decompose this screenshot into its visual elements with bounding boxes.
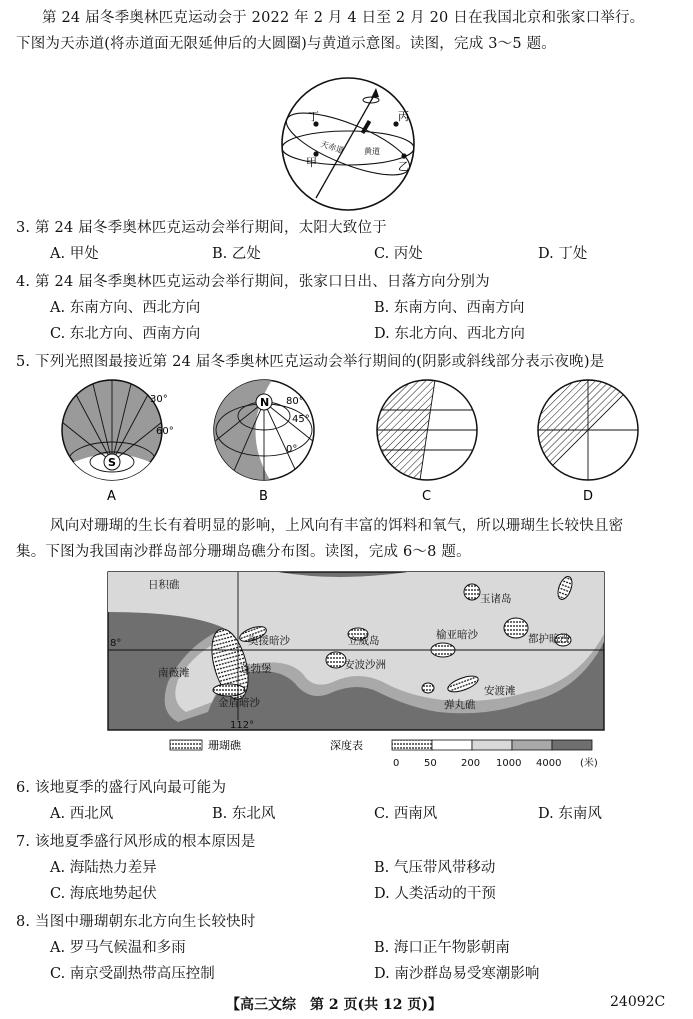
q6-option-b[interactable]: B. 东北风 [212,806,276,822]
intro2-line2: 集。下图为我国南沙群岛部分珊瑚岛礁分布图。读图，完成 6～8 题。 [16,544,471,560]
label-yi: 乙 [398,160,409,173]
paper-code: 24092C [610,994,666,1010]
place-pengbopu: 蓬勃堡 [240,663,272,675]
label-bing: 丙 [398,110,409,123]
legend-reef-swatch [170,740,202,750]
page-footer: 【高三文综 第 2 页(共 12 页)】 [226,997,442,1013]
celestial-sphere-outline [282,78,414,210]
depth-scale [392,740,592,750]
q3-option-d[interactable]: D. 丁处 [538,246,588,262]
depth-tick-200: 200 [461,758,481,769]
q6-option-d[interactable]: D. 东南风 [538,806,602,822]
place-yuya: 榆亚暗沙 [436,629,478,641]
place-rijijiao: 日积礁 [148,579,180,591]
q3-option-c[interactable]: C. 丙处 [374,246,423,262]
q8-stem: 8. 当图中珊瑚朝东北方向生长较快时 [16,914,256,930]
figure-b[interactable] [214,380,314,504]
intro2-line1: 风向对珊瑚的生长有着明显的影响，上风向有丰富的饵料和氧气，所以珊瑚生长较快且密 [50,518,624,534]
q5-illumination-figures [0,382,693,512]
place-danwan: 弹丸礁 [444,699,476,711]
q6-option-c[interactable]: C. 西南风 [374,806,438,822]
q4-option-b[interactable]: B. 东南方向、西南方向 [374,300,525,316]
place-jindun: 金盾暗沙 [218,697,260,709]
axis-arrow [371,88,379,98]
fig-c-label: C [422,489,432,504]
depth-tick-0: 0 [393,758,400,769]
legend-depth-label: 深度表 [330,739,363,752]
label-celestial-equator: 天赤道 [319,139,345,156]
q5-stem: 5. 下列光照图最接近第 24 届冬季奥林匹克运动会举行期间的(阴影或斜线部分表示夜晚)是 [16,354,605,370]
figure-d[interactable] [538,380,638,504]
q4-option-c[interactable]: C. 东北方向、西南方向 [50,326,201,342]
depth-tick-50: 50 [424,758,437,769]
lon-label: 112° [230,720,255,731]
place-yuzhudao: 玉诸岛 [480,593,512,605]
label-jia: 甲 [306,156,317,169]
intro1-line2: 下图为天赤道(将赤道面无限延伸后的大圆圈)与黄道示意图。读图，完成 3～5 题。 [16,36,556,52]
q4-option-d[interactable]: D. 东北方向、西北方向 [374,326,525,342]
q3-option-b[interactable]: B. 乙处 [212,246,261,262]
q8-option-b[interactable]: B. 海口正午物影朝南 [374,940,510,956]
celestial-equator [282,131,414,165]
q7-stem: 7. 该地夏季盛行风形成的根本原因是 [16,834,256,850]
depth-tick-4000: 4000 [536,758,562,769]
q8-option-a[interactable]: A. 罗马气候温和多雨 [50,940,186,956]
q6-stem: 6. 该地夏季的盛行风向最可能为 [16,780,227,796]
fig-d-label: D [583,489,594,504]
q8-option-c[interactable]: C. 南京受副热带高压控制 [50,966,215,982]
legend-reef-label: 珊瑚礁 [208,739,241,752]
label-ding: 丁 [308,110,319,123]
lat-label: 8° [110,638,122,649]
place-duhu: 都护暗沙 [528,633,570,645]
fig-a-mark-60: 60° [156,426,174,437]
ecliptic [279,101,416,188]
fig-b-label: B [259,489,268,504]
figure-c[interactable] [377,380,477,504]
place-liweidao: 立威岛 [348,635,380,647]
point-yi [401,153,406,158]
fig-b-mark-0: 0° [286,444,298,455]
q7-option-d[interactable]: D. 人类活动的干预 [374,886,496,902]
place-nanweitan: 南薇滩 [158,667,190,679]
q7-option-c[interactable]: C. 海底地势起伏 [50,886,157,902]
place-andu: 安渡滩 [484,685,516,697]
fig-b-mark-80: 80° [286,396,304,407]
q3-option-a[interactable]: A. 甲处 [50,246,99,262]
place-anbo: 安波沙洲 [344,659,386,671]
depth-unit: (米) [580,758,598,769]
nansha-reef-map [108,572,604,730]
fig-a-mark-s: S [108,456,116,469]
fig-b-mark-n: N [260,396,270,409]
map-legend [160,738,620,772]
q4-option-a[interactable]: A. 东南方向、西北方向 [50,300,201,316]
q3-stem: 3. 第 24 届冬季奥林匹克运动会举行期间，太阳大致位于 [16,220,387,236]
fig-a-mark-30: 30° [150,394,168,405]
q8-option-d[interactable]: D. 南沙群岛易受寒潮影响 [374,966,540,982]
q7-option-a[interactable]: A. 海陆热力差异 [50,860,157,876]
celestial-sphere-diagram [278,76,418,212]
q7-option-b[interactable]: B. 气压带风带移动 [374,860,496,876]
label-ecliptic: 黄道 [364,147,380,156]
place-aoyuan: 奥援暗沙 [248,635,290,647]
figure-a[interactable] [62,380,174,504]
q4-stem: 4. 第 24 届冬季奥林匹克运动会举行期间，张家口日出、日落方向分别为 [16,274,490,290]
intro1-line1: 第 24 届冬季奥林匹克运动会于 2022 年 2 月 4 日至 2 月 20 日在我国北京和张家口举行。 [42,10,645,26]
depth-tick-1000: 1000 [496,758,522,769]
fig-b-mark-45: 45° [292,414,310,425]
q6-option-a[interactable]: A. 西北风 [50,806,114,822]
fig-a-label: A [107,489,116,504]
